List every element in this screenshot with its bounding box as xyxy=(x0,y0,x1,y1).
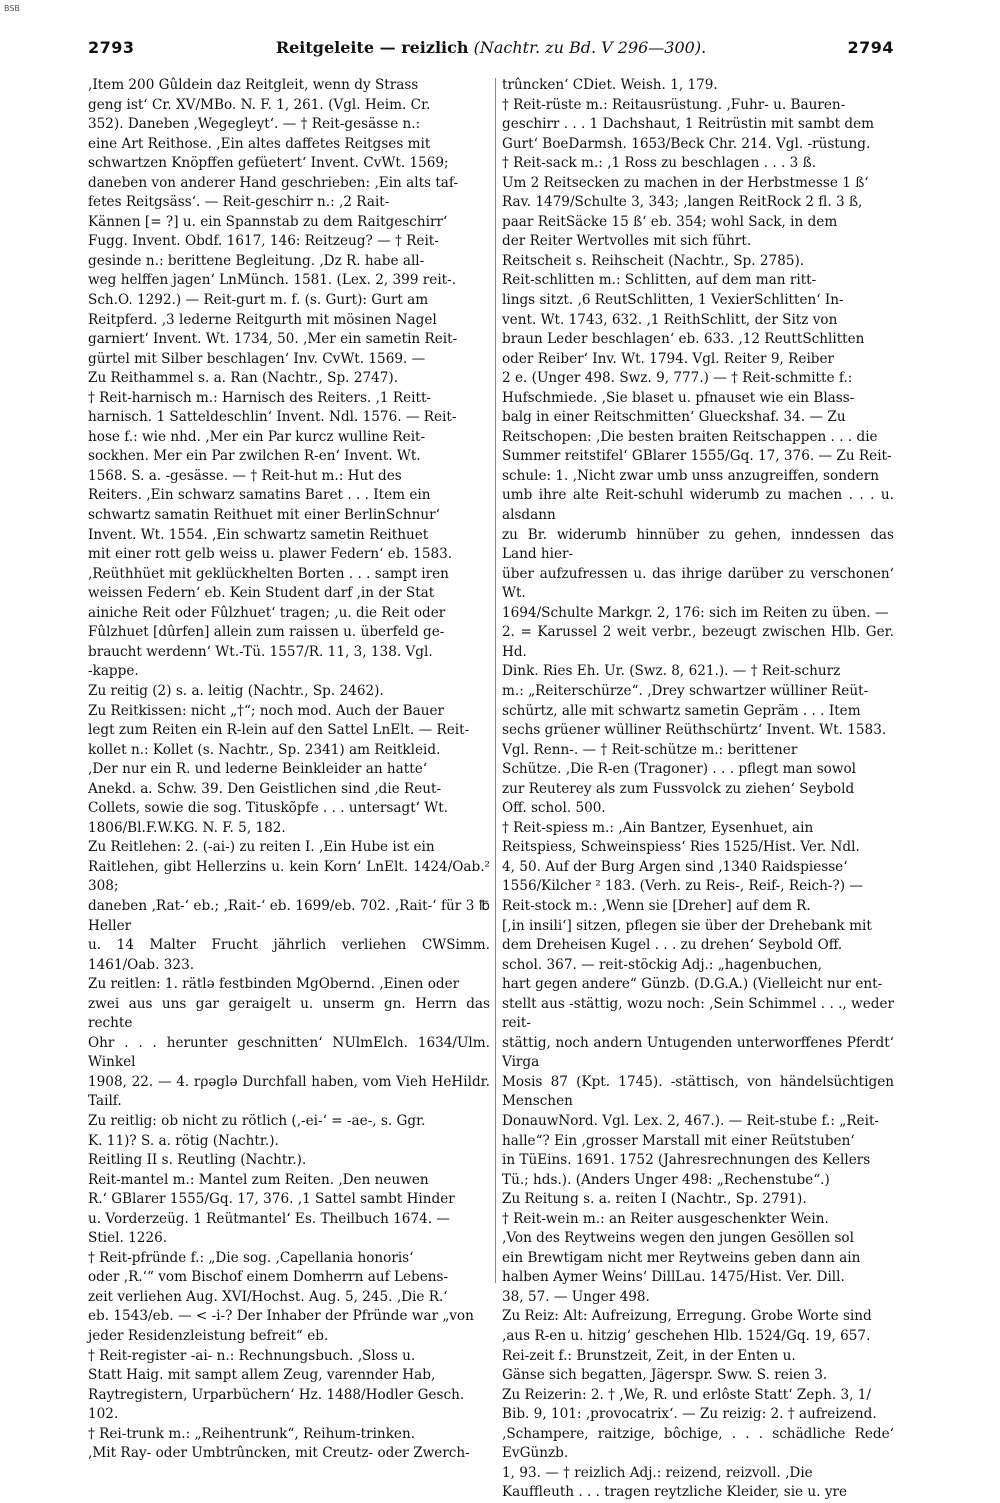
text-line: Bib. 9, 101: ‚provocatrix‘. — Zu reizig: 2. † aufreizend. xyxy=(502,1406,877,1423)
text-line: Gurt‘ BoeDarmsh. 1653/Beck Chr. 214. Vgl. -rüstung. xyxy=(502,135,871,152)
text-line: schwartzen Knöpffen gefüetert‘ Invent. CvWt. 1569; xyxy=(88,155,449,172)
text-line: eine Art Reithose. ‚Ein altes daffetes Reitgses mit xyxy=(88,135,431,152)
library-stamp: BSB xyxy=(4,4,20,13)
text-line: gürtel mit Silber beschlagen‘ Inv. CvWt. 1569. — xyxy=(88,350,426,367)
text-line: 38, 57. — Unger 498. xyxy=(502,1288,650,1305)
text-line: sechs grüener wülliner Reüthschürtz‘ Invent. Wt. 1583. xyxy=(502,722,887,739)
text-line: braun Leder beschlagen‘ eb. 633. ‚12 ReuttSchlitten xyxy=(502,331,865,348)
text-line: † Reit-wein m.: an Reiter ausgeschenkter Wein. xyxy=(502,1210,829,1227)
text-line: stellt aus -stättig, wozu noch: ‚Sein Schimmel . . ., weder reit- xyxy=(502,995,894,1032)
running-title-reference: (Nachtr. zu Bd. V 296—300). xyxy=(473,38,707,57)
text-line: hose f.: wie nhd. ‚Mer ein Par kurcz wulline Reit- xyxy=(88,428,426,445)
text-line: der Reiter Wertvolles mit sich führt. xyxy=(502,233,752,250)
text-line: Collets, sowie die sog. Tituskõpfe . . . untersagt‘ Wt. xyxy=(88,800,449,817)
text-line: Zu reitlig: ob nicht zu rötlich (‚-ei-‘ = -ae-, s. Ggr. xyxy=(88,1112,426,1129)
text-line: Um 2 Reitsecken zu machen in der Herbstmesse 1 ß‘ xyxy=(502,174,869,191)
text-line: -kappe. xyxy=(88,663,139,680)
text-line: † Reit-spiess m.: ‚Ain Bantzer, Eysenhuet, ain xyxy=(502,819,814,836)
text-line: Hufschmiede. ‚Sie blaset u. pfnauset wie ein Blass- xyxy=(502,389,855,406)
text-line: 102. xyxy=(88,1406,119,1423)
text-line: hart gegen andere“ Günzb. (D.G.A.) (Vielleicht nur ent- xyxy=(502,976,883,993)
text-line: 1568. S. a. -gesässe. — † Reit-hut m.: Hut des xyxy=(88,467,402,484)
text-line: weg helffen jagen‘ LnMünch. 1581. (Lex. 2, 399 reit-. xyxy=(88,272,457,289)
running-title-main: Reitgeleite — reizlich xyxy=(275,38,469,57)
text-line: Reit-mantel m.: Mantel zum Reiten. ‚Den neuwen xyxy=(88,1171,429,1188)
text-line: ‚Reüthhüet mit geklückhelten Borten . . . sampt iren xyxy=(88,565,449,582)
text-line: trûncken‘ CDiet. Weish. 1, 179. xyxy=(502,77,718,93)
text-line: 2 e. (Unger 498. Swz. 9, 777.) — † Reit-schmitte f.: xyxy=(502,370,853,387)
right-text-column xyxy=(502,76,894,1503)
text-line: schürtz, alle mit schwartz sametin Gepräm . . . Item xyxy=(502,702,861,719)
text-line: 1806/Bl.F.W.KG. N. F. 5, 182. xyxy=(88,819,286,836)
text-line: geschirr . . . 1 Dachshaut, 1 Reitrüstin mit sambt dem xyxy=(502,116,875,133)
text-line: Reitpferd. ‚3 lederne Reitgurth mit mösinen Nagel xyxy=(88,311,437,328)
text-line: Reitscheit s. Reihscheit (Nachtr., Sp. 2785). xyxy=(502,252,805,269)
column-divider xyxy=(495,78,496,1283)
text-line: ‚Schampere, raitzige, bôchige, . . . schädliche Rede‘ EvGünzb. xyxy=(502,1425,894,1462)
right-column-number: 2794 xyxy=(847,38,894,57)
text-line: Zu Reithammel s. a. Ran (Nachtr., Sp. 2747). xyxy=(88,370,399,387)
text-line: harnisch. 1 Satteldeschlin‘ Invent. Ndl. 1576. — Reit- xyxy=(88,409,457,426)
text-line: Sch.O. 1292.) — Reit-gurt m. f. (s. Gurt): Gurt am xyxy=(88,292,429,309)
text-line: braucht werdenn‘ Wt.-Tü. 1557/R. 11, 3, 138. Vgl. xyxy=(88,643,433,660)
text-line: zwei aus uns gar geraigelt u. unserm gn. Herrn das rechte xyxy=(88,995,490,1032)
text-line: 2. = Karussel 2 weit verbr., bezeugt zwischen Hlb. Ger. Hd. xyxy=(502,624,894,660)
running-title xyxy=(276,38,706,57)
text-line: † Reit-sack m.: ‚1 Ross zu beschlagen . . . 3 ß. xyxy=(502,155,817,172)
text-line: Zu Reitlehen: 2. (-ai-) zu reiten I. ‚Ein Hube ist ein xyxy=(88,839,435,856)
text-line: Zu reitlen: 1. rätlə festbinden MgObernd. ‚Einen oder xyxy=(88,976,460,993)
text-line: Schütze. ‚Die R-en (Tragoner) . . . pflegt man sowol xyxy=(502,761,857,778)
text-line: [‚in insili‘] sitzen, pflegen sie über der Drehebank mit xyxy=(502,917,872,934)
text-line: † Reit-harnisch m.: Harnisch des Reiters. ‚1 Reitt- xyxy=(88,389,431,406)
text-line: † Reit-register -ai- n.: Rechnungsbuch. ‚Sloss u. xyxy=(88,1347,416,1364)
text-line: ein Brewtigam nicht mer Reytweins geben dann ain xyxy=(502,1249,861,1266)
text-line: schule: 1. ‚Nicht zwar umb unss anzugreiffen, sondern xyxy=(502,467,879,484)
text-line: geng ist‘ Cr. XV/MBo. N. F. 1, 261. (Vgl. Heim. Cr. xyxy=(88,96,431,113)
text-line: halben Aymer Weins‘ DillLau. 1475/Hist. Ver. Dill. xyxy=(502,1269,845,1286)
left-text-column xyxy=(88,76,490,1464)
text-line: Kännen [= ?] u. ein Spannstab zu dem Raitgeschirr‘ xyxy=(88,213,448,230)
text-line: u. 14 Malter Frucht jährlich verliehen CWSimm. 1461/Oab. 323. xyxy=(88,937,490,973)
text-line: daneben ‚Rat-‘ eb.; ‚Rait-‘ eb. 1699/eb. 702. ‚Rait-‘ für 3 ℔ Heller xyxy=(88,897,490,934)
text-line: Summer reitstifel‘ GBlarer 1555/Gq. 17, 376. — Zu Reit- xyxy=(502,448,892,465)
text-line: Mosis 87 (Kpt. 1745). -stättisch, von händelsüchtigen Menschen xyxy=(502,1073,894,1110)
text-line: ‚Der nur ein R. und lederne Beinkleider an hatte‘ xyxy=(88,761,428,778)
text-line: ‚Von des Reytweins wegen den jungen Gesöllen sol xyxy=(502,1230,854,1247)
text-line: Vgl. Renn-. — † Reit-schütze m.: berittener xyxy=(502,741,798,758)
text-line: 352). Daneben ‚Wegegleyt‘. — † Reit-gesässe n.: xyxy=(88,116,421,133)
text-line: stättig, noch andern Untugenden unterworffenes Pferdt‘ Virga xyxy=(502,1034,894,1071)
text-line: Anekd. a. Schw. 39. Den Geistlichen sind ‚die Reut- xyxy=(88,780,442,797)
text-line: 1694/Schulte Markgr. 2, 176: sich im Reiten zu üben. — xyxy=(502,604,889,621)
text-line: Raytregistern, Urparbüchern‘ Hz. 1488/Hodler Gesch. xyxy=(88,1386,465,1403)
text-line: zeit verliehen Aug. XVI/Hochst. Aug. 5, 245. ‚Die R.‘ xyxy=(88,1288,448,1305)
text-line: Stiel. 1226. xyxy=(88,1230,168,1247)
text-line: ‚Mit Ray- oder Umbtrûncken, mit Creutz- oder Zwerch- xyxy=(88,1445,470,1462)
text-line: Gänse sich begatten, Jägerspr. Sww. S. reien 3. xyxy=(502,1367,828,1384)
text-line: Invent. Wt. 1554. ‚Ein schwartz sametin Reithuet xyxy=(88,526,429,543)
text-line: Kauffleuth . . . tragen reytzliche Kleider, sie u. yre xyxy=(502,1484,848,1501)
text-line: schwartz samatin Reithuet mit einer BerlinSchnur‘ xyxy=(88,507,440,524)
text-line: Dink. Ries Eh. Ur. (Swz. 8, 621.). — † Reit-schurz xyxy=(502,663,841,680)
text-line: 4, 50. Auf der Burg Argen sind ‚1340 Raidspiesse‘ xyxy=(502,858,848,875)
text-line: balg in einer Reitschmitten‘ Glueckshaf. 34. — Zu xyxy=(502,409,846,426)
text-line: ‚Item 200 Gûldein daz Reitgleit, wenn dy Strass xyxy=(88,77,419,93)
text-line: Zu Reitkissen: nicht „†“; noch mod. Auch der Bauer xyxy=(88,702,445,719)
text-line: dem Dreheisen Kugel . . . zu drehen‘ Seybold Off. xyxy=(502,937,843,954)
page-header xyxy=(88,38,894,62)
text-line: m.: „Reiterschürze“. ‚Drey schwartzer wülliner Reüt- xyxy=(502,682,869,699)
text-line: sockhen. Mer ein Par zwilchen R-en‘ Invent. Wt. xyxy=(88,448,421,465)
text-line: mit einer rott gelb weiss u. plawer Federn‘ eb. 1583. xyxy=(88,546,453,563)
text-line: Ohr . . . herunter geschnitten‘ NUlmElch. 1634/Ulm. Winkel xyxy=(88,1034,490,1071)
text-line: 1556/Kilcher ² 183. (Verh. zu Reis-, Reif-, Reich-?) — xyxy=(502,878,864,895)
text-line: Zu reitig (2) s. a. leitig (Nachtr., Sp. 2462). xyxy=(88,682,384,699)
text-line: schol. 367. — reit-stöckig Adj.: „hagenbuchen, xyxy=(502,956,823,973)
text-line: zu Br. widerumb hinnüber zu gehen, inndessen das Land hier- xyxy=(502,526,894,563)
text-line: u. Vorderzeüg. 1 Reütmantel‘ Es. Theilbuch 1674. — xyxy=(88,1210,450,1227)
text-line: oder ‚R.‘“ vom Bischof einem Domherrn auf Lebens- xyxy=(88,1269,449,1286)
text-line: über aufzufressen u. das ihrige darüber zu verschonen‘ Wt. xyxy=(502,565,894,602)
text-line: Reit-stock m.: ‚Wenn sie [Dreher] auf dem R. xyxy=(502,897,811,914)
text-line: ‚aus R-en u. hitzig‘ geschehen Hlb. 1524/Gq. 19, 657. xyxy=(502,1328,871,1344)
text-line: jeder Residenzleistung befreit“ eb. xyxy=(88,1328,329,1344)
text-line: 1908, 22. — 4. rρəglə Durchfall haben, vom Vieh HeHildr. Tailf. xyxy=(88,1073,490,1110)
text-line: paar ReitSäcke 15 ß‘ eb. 354; wohl Sack, in dem xyxy=(502,213,838,230)
text-line: gesinde n.: berittene Begleitung. ‚Dz R. habe all- xyxy=(88,252,425,269)
text-line: Tü.; hds.). (Anders Unger 498: „Rechenstube“.) xyxy=(502,1171,830,1188)
text-line: zur Reuterey als zum Fussvolck zu ziehen‘ Seybold xyxy=(502,780,855,797)
text-line: Reitling II s. Reutling (Nachtr.). xyxy=(88,1152,307,1169)
text-line: K. 11)? S. a. rötig (Nachtr.). xyxy=(88,1132,279,1149)
text-line: Rav. 1479/Schulte 3, 343; ‚langen ReitRock 2 fl. 3 ß, xyxy=(502,194,863,211)
text-line: R.‘ GBlarer 1555/Gq. 17, 376. ‚1 Sattel sambt Hinder xyxy=(88,1191,455,1208)
text-line: Rei-zeit f.: Brunstzeit, Zeit, in der Enten u. xyxy=(502,1347,796,1364)
left-column-number: 2793 xyxy=(88,38,135,57)
text-line: † Reit-rüste m.: Reitausrüstung. ‚Fuhr- u. Bauren- xyxy=(502,96,846,113)
text-line: Statt Haig. mit sampt allem Zeug, varennder Hab, xyxy=(88,1367,436,1384)
text-line: vent. Wt. 1743, 632. ‚1 ReithSchlitt, der Sitz von xyxy=(502,311,838,328)
text-line: lings sitzt. ‚6 ReutSchlitten, 1 VexierSchlitten‘ In- xyxy=(502,292,844,309)
text-line: Reiters. ‚Ein schwarz samatins Baret . . . Item ein xyxy=(88,487,431,504)
text-line: halle“? Ein ‚grosser Marstall mit einer Reütstuben‘ xyxy=(502,1132,855,1149)
text-line: Reitspiess, Schweinspiess‘ Ries 1525/Hist. Ver. Ndl. xyxy=(502,839,860,856)
text-line: daneben von anderer Hand geschrieben: ‚Ein alts taf- xyxy=(88,174,459,191)
text-line: DonauwNord. Vgl. Lex. 2, 467.). — Reit-stube f.: „Reit- xyxy=(502,1112,880,1129)
text-line: Off. schol. 500. xyxy=(502,800,606,817)
text-line: eb. 1543/eb. — < -i-? Der Inhaber der Pfründe war „von xyxy=(88,1308,474,1325)
text-line: Zu Reitung s. a. reiten I (Nachtr., Sp. 2791). xyxy=(502,1191,807,1208)
text-line: Zu Reiz: Alt: Aufreizung, Erregung. Grobe Worte sind xyxy=(502,1308,872,1325)
text-line: Reit-schlitten m.: Schlitten, auf dem man ritt- xyxy=(502,272,817,289)
text-line: legt zum Reiten ein R-lein auf den Sattel LnElt. — Reit- xyxy=(88,722,470,739)
text-line: umb ihre alte Reit-schuhl widerumb zu machen . . . u. alsdann xyxy=(502,487,894,524)
text-line: 1, 93. — † reizlich Adj.: reizend, reizvoll. ‚Die xyxy=(502,1464,813,1481)
text-line: † Rei-trunk m.: „Reihentrunk“, Reihum-trinken. xyxy=(88,1425,416,1442)
text-line: † Reit-pfründe f.: „Die sog. ‚Capellania honoris‘ xyxy=(88,1249,414,1266)
text-line: ainiche Reit oder Fûlzhuet‘ tragen; ‚u. die Reit oder xyxy=(88,604,446,621)
text-line: fetes Reitgsäss‘. — Reit-geschirr n.: ‚2 Rait- xyxy=(88,194,390,211)
text-line: garniert‘ Invent. Wt. 1734, 50. ‚Mer ein sametin Reit- xyxy=(88,331,458,348)
text-line: kollet n.: Kollet (s. Nachtr., Sp. 2341) am Reitkleid. xyxy=(88,741,441,758)
text-line: Raitlehen, gibt Hellerzins u. kein Korn‘ LnElt. 1424/Oab.² 308; xyxy=(88,858,490,895)
text-line: in TüEins. 1691. 1752 (Jahresrechnungen des Kellers xyxy=(502,1152,871,1169)
text-line: oder Reiber‘ Inv. Wt. 1794. Vgl. Reiter 9, Reiber xyxy=(502,350,835,367)
text-line: Reitschopen: ‚Die besten braiten Reitschappen . . . die xyxy=(502,428,878,445)
text-line: weissen Federn‘ eb. Kein Student darf ‚in der Stat xyxy=(88,585,435,602)
text-line: Zu Reizerin: 2. † ‚We, R. und erlôste Statt‘ Zeph. 3, 1/ xyxy=(502,1386,871,1403)
text-line: Fûlzhuet [dûrfen] allein zum raissen u. überfeld ge- xyxy=(88,624,445,641)
text-line: Fugg. Invent. Obdf. 1617, 146: Reitzeug? — † Reit- xyxy=(88,233,439,250)
